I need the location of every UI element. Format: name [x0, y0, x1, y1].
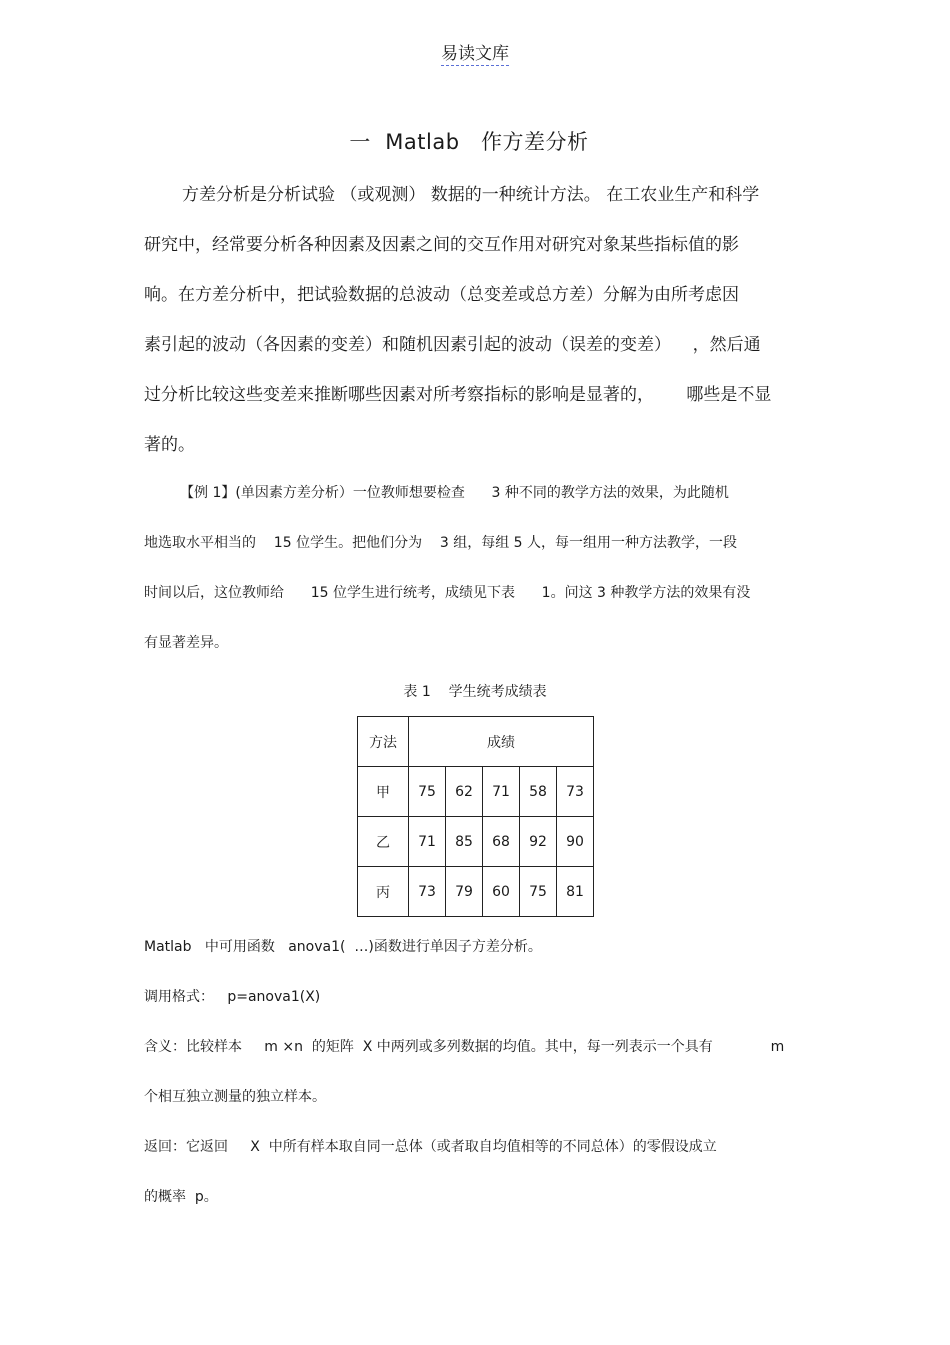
site-name[interactable]: 易读文库: [441, 44, 509, 64]
site-header: [0, 42, 950, 66]
score-cell: 71: [409, 817, 446, 867]
table-row: [358, 867, 594, 917]
score-cell: 79: [446, 867, 483, 917]
score-cell: 62: [446, 767, 483, 817]
header-scores: 成绩: [409, 717, 594, 767]
intro-line: 研究中，经常要分析各种因素及因素之间的交互作用对研究对象某些指标值的影: [144, 235, 739, 255]
score-cell: 75: [520, 867, 557, 917]
method-cell: 丙: [358, 867, 409, 917]
header-method: 方法: [358, 717, 409, 767]
note-line: 调用格式： p=anova1(X): [144, 989, 321, 1005]
score-cell: 60: [483, 867, 520, 917]
intro-line: 响。在方差分析中，把试验数据的总波动（总变差或总方差）分解为由所考虑因: [144, 285, 739, 305]
intro-line: 过分析比较这些变差来推断哪些因素对所考察指标的影响是显著的， 哪些是不显: [144, 385, 772, 405]
method-cell: 乙: [358, 817, 409, 867]
table-caption: 表 1 学生统考成绩表: [403, 684, 547, 700]
note-line: Matlab 中可用函数 anova1( …)函数进行单因子方差分析。: [144, 939, 542, 955]
note-line: 的概率 p。: [144, 1189, 218, 1205]
table-row: [358, 817, 594, 867]
score-cell: 85: [446, 817, 483, 867]
method-cell: 甲: [358, 767, 409, 817]
note-line: 个相互独立测量的独立样本。: [144, 1089, 326, 1105]
example-line: 【例 1】(单因素方差分析）一位教师想要检查 3 种不同的教学方法的效果，为此随机: [180, 485, 729, 501]
table-header-row: [358, 717, 594, 767]
intro-line: 素引起的波动（各因素的变差）和随机因素引起的波动（误差的变差） ，然后通: [144, 335, 761, 355]
note-line: 含义：比较样本 m ×n 的矩阵 X 中两列或多列数据的均值。其中，每一列表示一个具有 m: [144, 1039, 785, 1055]
example-line: 时间以后，这位教师给 15 位学生进行统考，成绩见下表 1。问这 3 种教学方法的效果有没: [144, 585, 751, 601]
score-cell: 75: [409, 767, 446, 817]
page-title: 一 Matlab 作方差分析: [349, 130, 589, 154]
example-line: 有显著差异。: [144, 635, 228, 651]
intro-paragraph: [144, 170, 806, 470]
score-cell: 68: [483, 817, 520, 867]
example-line: 地选取水平相当的 15 位学生。把他们分为 3 组，每组 5 人，每一组用一种方法教学，一段: [144, 535, 738, 551]
score-cell: 58: [520, 767, 557, 817]
table-row: [358, 767, 594, 817]
score-cell: 81: [557, 867, 594, 917]
note-line: 返回：它返回 X 中所有样本取自同一总体（或者取自均值相等的不同总体）的零假设成立: [144, 1139, 717, 1155]
score-cell: 90: [557, 817, 594, 867]
scores-table: [357, 716, 594, 917]
score-cell: 92: [520, 817, 557, 867]
intro-line: 方差分析是分析试验 （或观测） 数据的一种统计方法。 在工农业生产和科学: [182, 185, 760, 205]
score-cell: 73: [557, 767, 594, 817]
score-cell: 73: [409, 867, 446, 917]
score-cell: 71: [483, 767, 520, 817]
intro-line: 著的。: [144, 435, 195, 455]
